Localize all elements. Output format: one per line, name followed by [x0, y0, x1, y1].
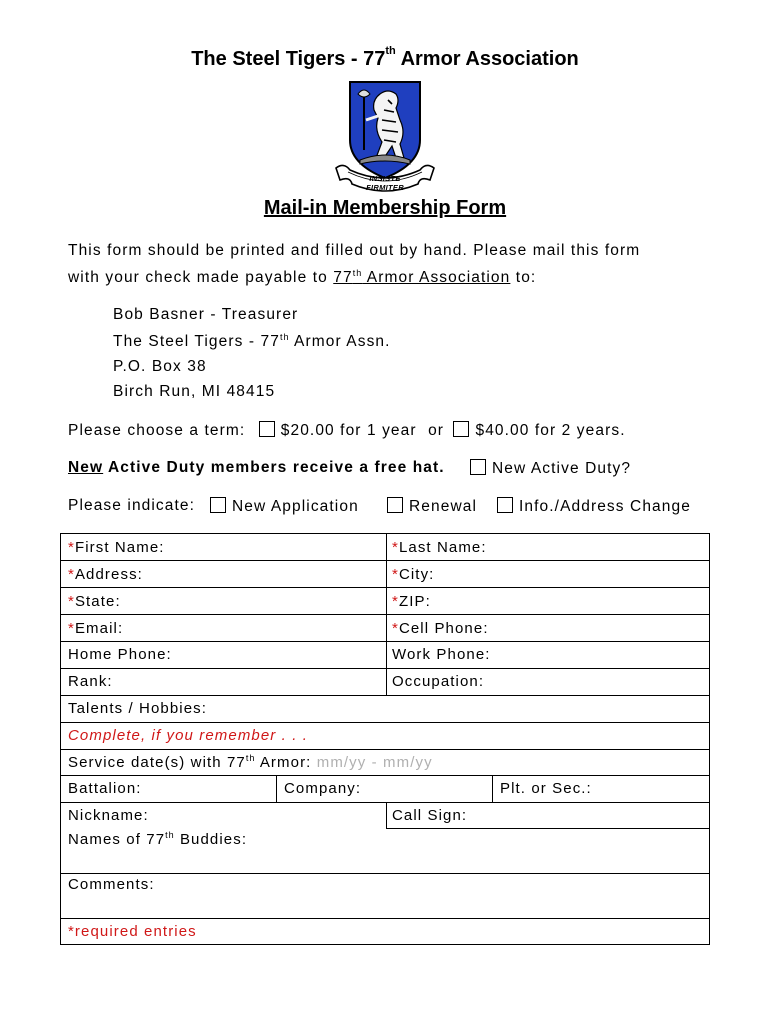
term-2-year-checkbox[interactable]	[453, 421, 469, 437]
term-label: Please choose a term:	[68, 422, 246, 439]
platoon-section-field[interactable]: Plt. or Sec.:	[500, 780, 592, 797]
nickname-field[interactable]: Nickname:	[68, 807, 149, 824]
column-divider	[386, 802, 387, 828]
first-name-field[interactable]: *First Name:	[68, 539, 165, 556]
page-title: The Steel Tigers - 77th Armor Association	[191, 45, 579, 70]
service-dates-field[interactable]: Service date(s) with 77th Armor: mm/yy - mm/yy	[68, 753, 433, 771]
active-duty-row: New Active Duty members receive a free hat.	[68, 459, 445, 476]
zip-field[interactable]: *ZIP:	[392, 593, 431, 610]
company-field[interactable]: Company:	[284, 780, 362, 797]
address-field[interactable]: *Address:	[68, 566, 143, 583]
term-1-year-checkbox[interactable]	[259, 421, 275, 437]
term-row: Please choose a term: $20.00 for 1 year or $40.00 for 2 years.	[68, 422, 626, 439]
talents-hobbies-field[interactable]: Talents / Hobbies:	[68, 700, 208, 717]
row-divider	[60, 873, 710, 874]
renewal-option: Renewal	[387, 497, 477, 516]
intro-line-2: with your check made payable to 77th Armor Association to:	[68, 268, 537, 287]
column-divider	[276, 775, 277, 802]
address-line-2: The Steel Tigers - 77th Armor Assn.	[113, 332, 391, 351]
row-divider	[60, 918, 710, 919]
city-field[interactable]: *City:	[392, 566, 435, 583]
address-change-checkbox[interactable]	[497, 497, 513, 513]
address-line-4: Birch Run, MI 48415	[113, 383, 276, 400]
row-divider	[60, 641, 710, 642]
column-divider	[386, 533, 387, 695]
row-divider	[60, 695, 710, 696]
occupation-field[interactable]: Occupation:	[392, 673, 485, 690]
address-change-option: Info./Address Change	[497, 497, 691, 516]
renewal-checkbox[interactable]	[387, 497, 403, 513]
new-active-duty-checkbox[interactable]	[470, 459, 486, 475]
new-active-duty-label: New Active Duty?	[492, 460, 632, 477]
cell-phone-field[interactable]: *Cell Phone:	[392, 620, 489, 637]
row-divider	[60, 722, 710, 723]
row-divider	[386, 828, 710, 829]
service-dates-placeholder: mm/yy - mm/yy	[316, 754, 433, 771]
payee-name: 77th Armor Association	[333, 268, 511, 287]
address-line-1: Bob Basner - Treasurer	[113, 306, 299, 323]
call-sign-field[interactable]: Call Sign:	[392, 807, 468, 824]
row-divider	[60, 775, 710, 776]
indicate-label: Please indicate:	[68, 497, 196, 514]
comments-field[interactable]: Comments:	[68, 876, 155, 893]
new-application-checkbox[interactable]	[210, 497, 226, 513]
last-name-field[interactable]: *Last Name:	[392, 539, 487, 556]
row-divider	[60, 802, 710, 803]
term-1-year-label: $20.00 for 1 year	[280, 422, 417, 439]
battalion-field[interactable]: Battalion:	[68, 780, 142, 797]
row-divider	[60, 749, 710, 750]
home-phone-field[interactable]: Home Phone:	[68, 646, 172, 663]
new-application-option: New Application	[210, 497, 359, 516]
complete-if-remember-note: Complete, if you remember . . .	[68, 727, 309, 744]
row-divider	[60, 614, 710, 615]
intro-line-1: This form should be printed and filled out by hand. Please mail this form	[68, 242, 641, 259]
row-divider	[60, 668, 710, 669]
column-divider	[492, 775, 493, 802]
crest-motto: INSISTE FIRMITER	[366, 174, 404, 192]
work-phone-field[interactable]: Work Phone:	[392, 646, 491, 663]
required-entries-note: *required entries	[68, 923, 197, 940]
term-2-year-label: $40.00 for 2 years.	[475, 422, 626, 439]
rank-field[interactable]: Rank:	[68, 673, 113, 690]
new-active-duty-option	[470, 459, 631, 478]
state-field[interactable]: *State:	[68, 593, 121, 610]
email-field[interactable]: *Email:	[68, 620, 124, 637]
address-line-3: P.O. Box 38	[113, 358, 207, 375]
row-divider	[60, 560, 710, 561]
form-title: Mail-in Membership Form	[263, 197, 507, 219]
row-divider	[60, 587, 710, 588]
buddies-field[interactable]: Names of 77th Buddies:	[68, 830, 248, 848]
